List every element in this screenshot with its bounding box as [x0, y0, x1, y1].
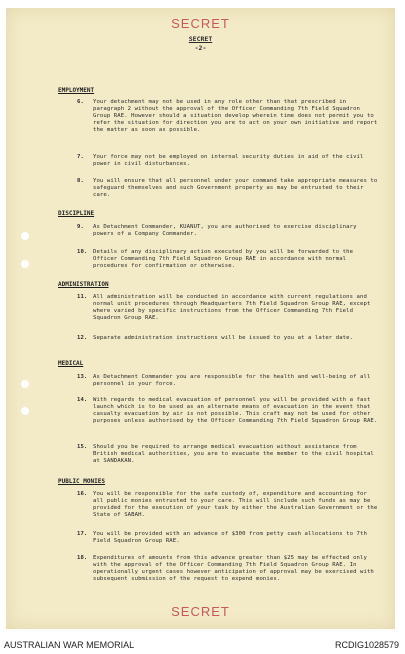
paragraph-18: 18. Expenditures of amounts from this advance greater than $25 may be effected only with the approval of the Officer Commanding 7th Field Squadron Group RAE. In operationally urgent cases however anticipation of approval may be exercised with subsequent submission of the request to expend monies.	[77, 555, 378, 582]
section-heading-discipline: DISCIPLINE	[58, 210, 95, 217]
punch-hole	[21, 380, 29, 388]
paragraph-16: 16. You will be responsible for the safe custody of, expenditure and accounting for all public monies entrusted to your care. This will include such funds as may be provided for the execution of your task by either the Australian Government or the State of SABAH.	[77, 491, 381, 518]
punch-hole	[21, 260, 29, 268]
paragraph-10: 10. Details of any disciplinary action executed by you will be forwarded to the Officer Commanding 7th Field Squadron Group RAE in accordance with normal procedures for confirmation or otherwise.	[77, 249, 357, 269]
paragraph-12: 12. Separate administration instructions will be issued to you at a later date.	[77, 335, 354, 341]
section-heading-public-monies: PUBLIC MONIES	[58, 478, 105, 485]
section-heading-employment: EMPLOYMENT	[58, 87, 95, 94]
page-number: -2-	[194, 44, 207, 52]
paragraph-17: 17. You will be provided with an advance of $300 from petty cash allocations to 7th Field Squadron Group RAE.	[77, 531, 371, 544]
paragraph-7: 7. Your force may not be employed on internal security duties in aid of the civil power in civil disturbances.	[77, 154, 367, 167]
paragraph-14: 14. With regards to medical evacuation of personnel you will be provided with a fast launch which is to be used as an alternate means of evacuation in the event that casualty evacuation by air is not possible. This craft may not be used for other purposes unless authorised by the Officer Commanding 7th Field Squadron Group RAE.	[77, 397, 378, 424]
paragraph-15: 15. Should you be required to arrange medical evacuation without assistance from British medical authorities, you are to evacuate the member to the civil hospital at SANDAKAN.	[77, 444, 378, 464]
secret-stamp-top: SECRET	[171, 16, 230, 31]
section-heading-medical: MEDICAL	[58, 360, 84, 367]
footer-reference-id: RCDIG1028579	[334, 640, 399, 650]
paragraph-13: 13. As Detachment Commander you are responsible for the health and well-being of all personnel in your force.	[77, 374, 374, 387]
secret-stamp-bottom: SECRET	[171, 604, 230, 619]
classification-marking: SECRET	[188, 35, 213, 43]
punch-hole	[21, 232, 29, 240]
paragraph-8: 8. You will ensure that all personnel under your command take appropriate measures to safeguard themselves and such Government property as may be entrusted to their care.	[77, 178, 381, 198]
paragraph-11: 11. All administration will be conducted in accordance with current regulations and normal unit procedures through Headquarters 7th Field Squadron Group RAE, except where varied by specific instructions from the Officer Commanding 7th Field Squadron Group RAE.	[77, 294, 374, 321]
paragraph-9: 9. As Detachment Commander, KUANUT, you are authorised to exercise disciplinary powers of a Company Commander.	[77, 224, 361, 237]
section-heading-administration: ADMINISTRATION	[58, 281, 109, 288]
document-page	[6, 8, 395, 629]
footer-archive-name: AUSTRALIAN WAR MEMORIAL	[4, 640, 135, 650]
paragraph-6: 6. Your detachment may not be used in any role other than that prescribed in paragraph 2 without the approval of the Officer Commanding 7th Field Squadron Group RAE. However should a situation develop wherein time does not permit you to refer the situation for direction you are to act on your own initiative and report the matter as soon as possible.	[77, 99, 381, 133]
punch-hole	[21, 407, 29, 415]
